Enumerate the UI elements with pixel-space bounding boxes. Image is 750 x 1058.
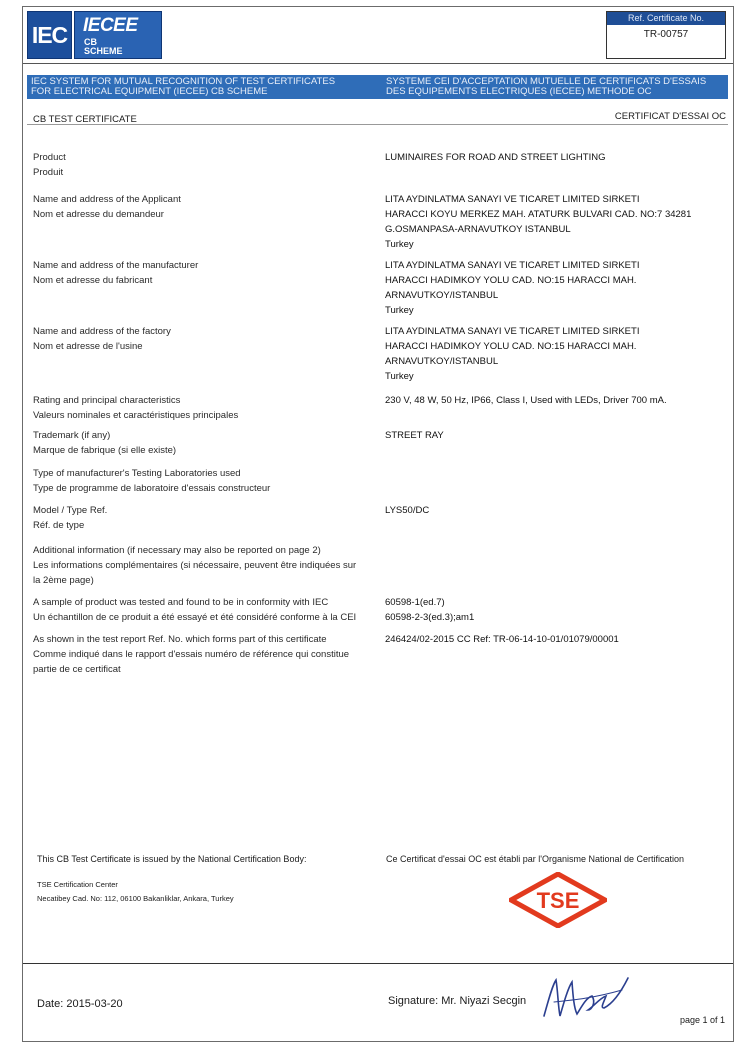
field-value: LYS50/DC [385, 505, 430, 516]
field-value: STREET RAY [385, 430, 444, 441]
field-label: Marque de fabrique (si elle existe) [33, 445, 177, 456]
ref-certificate-box [606, 11, 726, 59]
field-value: 60598-1(ed.7) [385, 597, 445, 608]
title-divider [27, 124, 728, 125]
field-value: Turkey [385, 305, 414, 316]
field-value: 60598-2-3(ed.3);am1 [385, 612, 475, 623]
field-label: Product [33, 152, 66, 163]
footer-divider [23, 963, 733, 964]
field-label: Name and address of the manufacturer [33, 260, 199, 271]
field-value: HARACCI KOYU MERKEZ MAH. ATATURK BULVARI CAD. NO:7 34281 [385, 209, 692, 220]
field-label: Name and address of the Applicant [33, 194, 181, 205]
iecee-logo-scheme: SCHEME [84, 46, 123, 56]
field-label: Réf. de type [33, 520, 85, 531]
handwritten-signature [534, 972, 634, 1024]
cert-title-fr: CERTIFICAT D'ESSAI OC [614, 111, 726, 122]
field-label: Nom et adresse de l'usine [33, 341, 143, 352]
field-value: Turkey [385, 371, 414, 382]
field-label: Rating and principal characteristics [33, 395, 181, 406]
field-value: LITA AYDINLATMA SANAYI VE TICARET LIMITED SIRKETI [385, 260, 640, 271]
tse-logo-text: TSE [536, 888, 580, 913]
issued-by-en: This CB Test Certificate is issued by the National Certification Body: [37, 854, 307, 864]
banner-fr-line2: DES EQUIPEMENTS ELECTRIQUES (IECEE) METHODE OC [386, 86, 652, 97]
field-value: ARNAVUTKOY/ISTANBUL [385, 290, 499, 301]
scheme-banner-french [386, 77, 726, 97]
field-label: Nom et adresse du demandeur [33, 209, 164, 220]
field-value: 246424/02-2015 CC Ref: TR-06-14-10-01/01079/00001 [385, 634, 619, 645]
iecee-logo-text: IECEE [83, 15, 138, 36]
field-label: Name and address of the factory [33, 326, 171, 337]
signature-label: Signature: Mr. Niyazi Secgin [388, 995, 527, 1007]
iecee-logo-cb: CB [84, 37, 97, 47]
field-value: ARNAVUTKOY/ISTANBUL [385, 356, 499, 367]
field-label: Les informations complémentaires (si nécessaire, peuvent être indiquées sur [33, 560, 357, 571]
field-label: Type of manufacturer's Testing Laboratories used [33, 468, 241, 479]
field-label: A sample of product was tested and found to be in conformity with IEC [33, 597, 329, 608]
banner-en-line1: IEC SYSTEM FOR MUTUAL RECOGNITION OF TEST CERTIFICATES [31, 76, 336, 87]
field-label: la 2ème page) [33, 575, 94, 586]
ref-certificate-number: TR-00757 [643, 29, 689, 40]
ref-certificate-label: Ref. Certificate No. [607, 12, 725, 25]
field-label: Model / Type Ref. [33, 505, 108, 516]
field-label: Un échantillon de ce produit a été essayé et été considéré conforme à la CEI [33, 612, 357, 623]
field-label: Valeurs nominales et caractéristiques principales [33, 410, 239, 421]
page-number: page 1 of 1 [680, 1015, 726, 1025]
field-label: Produit [33, 167, 64, 178]
banner-fr-line1: SYSTEME CEI D'ACCEPTATION MUTUELLE DE CERTIFICATS D'ESSAIS [386, 76, 707, 87]
scheme-banner [27, 75, 728, 99]
iec-logo [27, 11, 72, 59]
iecee-logo [74, 11, 162, 59]
header-logos [27, 11, 162, 61]
iec-logo-text: IEC [31, 21, 68, 48]
header-divider [23, 63, 733, 64]
field-label: Additional information (if necessary may also be reported on page 2) [33, 545, 321, 556]
field-value: HARACCI HADIMKOY YOLU CAD. NO:15 HARACCI MAH. [385, 341, 637, 352]
field-label: Comme indiqué dans le rapport d'essais numéro de référence qui constitue [33, 649, 350, 660]
field-label: Nom et adresse du fabricant [33, 275, 153, 286]
cert-title-en: CB TEST CERTIFICATE [33, 114, 137, 125]
issued-by-fr: Ce Certificat d'essai OC est établi par l'Organisme National de Certification [386, 854, 685, 864]
issue-date: Date: 2015-03-20 [37, 998, 123, 1010]
certification-body-name: TSE Certification Center [37, 880, 118, 889]
scheme-banner-english [31, 77, 371, 97]
field-label: As shown in the test report Ref. No. which forms part of this certificate [33, 634, 327, 645]
field-value: LITA AYDINLATMA SANAYI VE TICARET LIMITED SIRKETI [385, 326, 640, 337]
field-value: HARACCI HADIMKOY YOLU CAD. NO:15 HARACCI MAH. [385, 275, 637, 286]
field-label: Type de programme de laboratoire d'essais constructeur [33, 483, 271, 494]
field-value: G.OSMANPASA-ARNAVUTKOY ISTANBUL [385, 224, 571, 235]
field-value: Turkey [385, 239, 414, 250]
field-label: partie de ce certificat [33, 664, 121, 675]
field-value: LITA AYDINLATMA SANAYI VE TICARET LIMITED SIRKETI [385, 194, 640, 205]
field-value: 230 V, 48 W, 50 Hz, IP66, Class I, Used with LEDs, Driver 700 mA. [385, 395, 667, 406]
certification-body [37, 878, 234, 906]
certification-body-address: Necatibey Cad. No: 112, 06100 Bakanliklar, Ankara, Turkey [37, 894, 234, 903]
banner-en-line2: FOR ELECTRICAL EQUIPMENT (IECEE) CB SCHEME [31, 86, 268, 97]
tse-logo-icon [509, 872, 607, 928]
field-label: Trademark (if any) [33, 430, 111, 441]
field-value: LUMINAIRES FOR ROAD AND STREET LIGHTING [385, 152, 606, 163]
